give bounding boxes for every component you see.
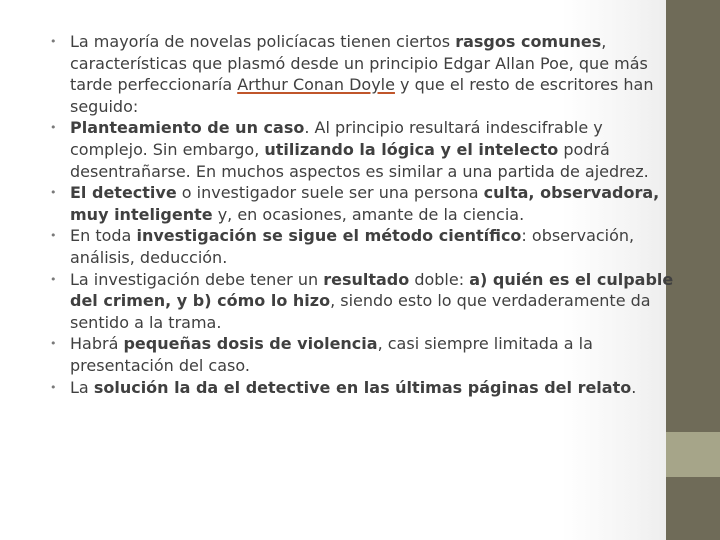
bullet-item xyxy=(50,225,678,268)
bullet-text: : observación, análisis, deducción. xyxy=(70,226,635,267)
bullet-bold-text: resultado xyxy=(323,269,410,289)
bullet-bold-text: El detective xyxy=(70,183,177,203)
bullet-dot-icon: • xyxy=(50,337,57,351)
bullet-text: Habrá xyxy=(70,334,124,354)
bullet-text: En toda xyxy=(70,226,137,246)
bullet-text: La investigación debe tener un xyxy=(70,269,324,289)
bullet-text: La mayoría de novelas policíacas tienen ciertos xyxy=(70,32,456,51)
bullet-text: . Al principio resultará indescifrable y complejo. Sin embargo, xyxy=(70,118,603,159)
bullet-bold-text: Planteamiento de un caso xyxy=(70,118,305,138)
bullet-dot-icon: • xyxy=(50,272,57,286)
bullet-dot-icon: • xyxy=(50,35,57,48)
bullet-text: y, en ocasiones, amante de la ciencia. xyxy=(212,204,525,224)
bullet-text: y que el resto de escritores han seguido: xyxy=(70,75,654,116)
bullet-text: podrá desentrañarse. En muchos aspectos es similar a una partida de ajedrez. xyxy=(70,139,649,181)
bullet-bold-text: utilizando la lógica y el intelecto xyxy=(264,139,559,159)
bullet-item xyxy=(50,333,678,376)
bullet-text: . xyxy=(631,377,637,397)
bullet-bold-text: rasgos comunes xyxy=(455,32,602,51)
bullet-item xyxy=(50,117,678,182)
bullet-text: La xyxy=(70,377,94,397)
bullet-bold-text: solución la da el detective en las últimas páginas del relato xyxy=(93,377,632,397)
bullet-text: doble: xyxy=(409,269,470,289)
bullet-item xyxy=(50,31,678,117)
bullet-text: o investigador suele ser una persona xyxy=(176,183,484,203)
bullet-dot-icon: • xyxy=(50,186,57,200)
bullet-dot-icon: • xyxy=(50,380,57,394)
bullet-bold-text: pequeñas dosis de violencia xyxy=(123,334,378,354)
bullet-text: , casi siempre limitada a la presentación del caso. xyxy=(70,334,593,375)
bullet-bold-text: a) quién es el culpable del crimen, y b) cómo lo hizo xyxy=(70,269,674,311)
right-accent-block xyxy=(666,432,720,477)
bullet-bold-text: culta, observadora, muy inteligente xyxy=(70,183,660,224)
bullet-item xyxy=(50,377,678,399)
author-link[interactable]: Arthur Conan Doyle xyxy=(237,75,395,95)
bullet-bold-text: investigación se sigue el método científico xyxy=(136,226,522,246)
bullet-text: , características que plasmó desde un principio Edgar Allan Poe, que más tarde perfeccionaría xyxy=(70,32,648,95)
bullet-text: , siendo esto lo que verdaderamente da sentido a la trama. xyxy=(70,291,651,332)
bullet-dot-icon: • xyxy=(50,121,57,135)
bullet-dot-icon: • xyxy=(50,229,57,243)
bullet-list xyxy=(50,31,678,398)
bullet-item xyxy=(50,182,678,225)
bullet-item xyxy=(50,269,678,334)
